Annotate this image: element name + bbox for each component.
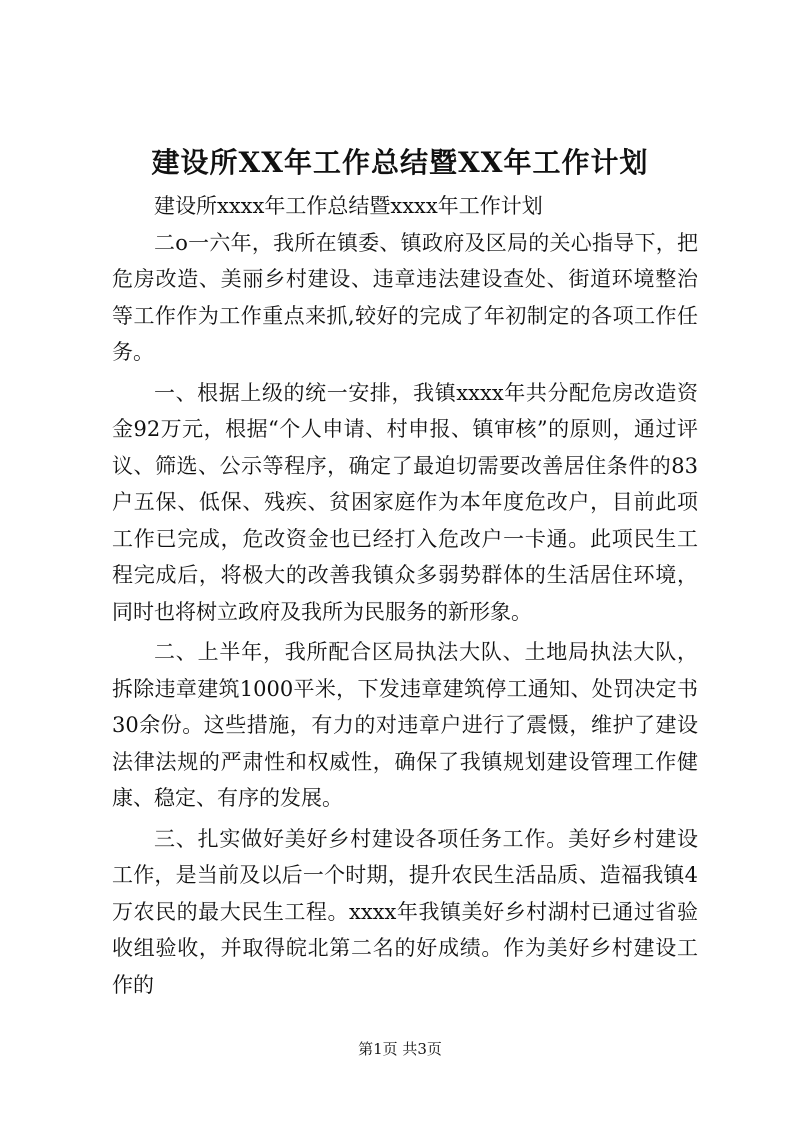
page-number-footer: 第1页 共3页: [358, 1040, 442, 1058]
document-body: [112, 188, 698, 1003]
section-three-paragraph: 三、扎实做好美好乡村建设各项任务工作。美好乡村建设工作，是当前及以后一个时期，提升农民生活品质、造福我镇4万农民的最大民生工程。xxxx年我镇美好乡村湖村已通过省验收组验收，并取得皖北第二名的好成绩。作为美好乡村建设工作的: [112, 826, 698, 997]
intro-paragraph: 二o一六年，我所在镇委、镇政府及区局的关心指导下，把危房改造、美丽乡村建设、违章违法建设查处、街道环境整治等工作作为工作重点来抓,较好的完成了年初制定的各项工作任务。: [112, 230, 698, 364]
document-title: 建设所XX年工作总结暨XX年工作计划: [151, 146, 649, 179]
section-one-paragraph: 一、根据上级的统一安排，我镇xxxx年共分配危房改造资金92万元，根据“个人申请、村申报、镇审核”的原则，通过评议、筛选、公示等程序，确定了最迫切需要改善居住条件的83户五保、低保、残疾、贫困家庭作为本年度危改户，目前此项工作已完成，危改资金也已经打入危改户一卡通。此项民生工程完成后，将极大的改善我镇众多弱势群体的生活居住环境，同时也将树立政府及我所为民服务的新形象。: [112, 380, 698, 624]
section-two-paragraph: 二、上半年，我所配合区局执法大队、土地局执法大队，拆除违章建筑1000平米，下发违章建筑停工通知、处罚决定书30余份。这些措施，有力的对违章户进行了震慑，维护了建设法律法规的严肃性和权威性，确保了我镇规划建设管理工作健康、稳定、有序的发展。: [112, 640, 698, 810]
subtitle-paragraph: 建设所xxxx年工作总结暨xxxx年工作计划: [154, 194, 543, 218]
